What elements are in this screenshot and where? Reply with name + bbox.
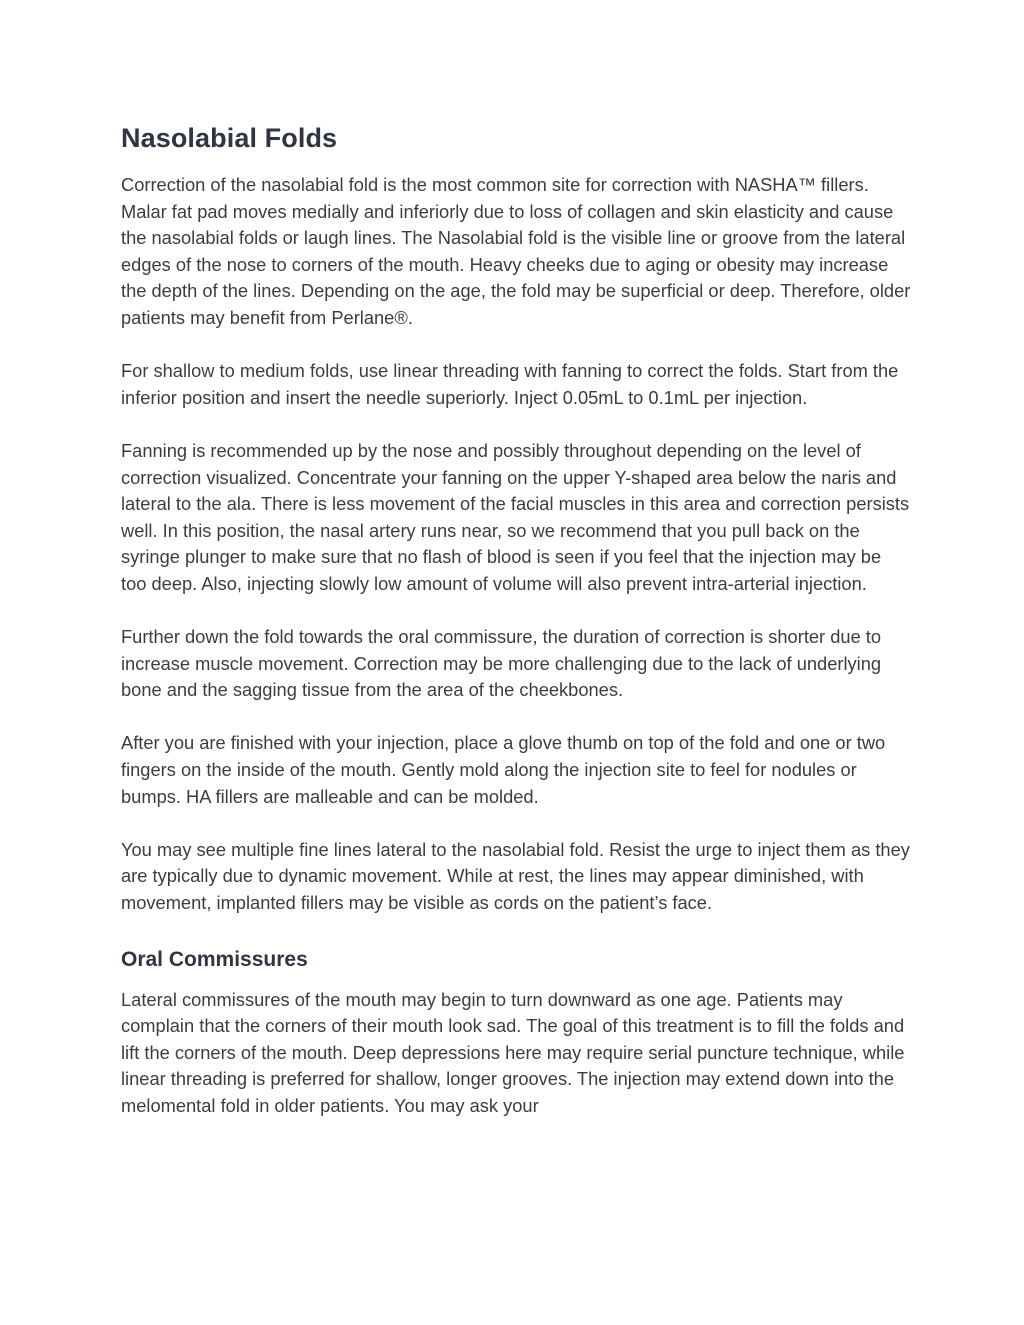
paragraph-molding: After you are finished with your injection, place a glove thumb on top of the fold and one or two fingers on the inside of the mouth. Gently mold along the injection site to feel for nodules or bumps. HA fillers are malleable and can be molded. [121, 732, 886, 807]
paragraph-fine-lines: You may see multiple fine lines lateral to the nasolabial fold. Resist the urge to inject them as they are typically due to dynamic movement. While at rest, the lines may appear diminished, with movement, implanted fillers may be visible as cords on the patient’s face. [121, 838, 910, 914]
section-heading-oral-commissures: Oral Commissures [121, 947, 308, 971]
paragraph-oral-commissures: Lateral commissures of the mouth may begin to turn downward as one age. Patients may complain that the corners of their mouth look sad. The goal of this treatment is to fill the folds and lift the corners of the mouth. Deep depressions here may require serial puncture technique, while linear threading is preferred for shallow, longer grooves. The injection may extend down into the melomental fold in older patients. You may ask your [121, 988, 905, 1116]
page-title: Nasolabial Folds [121, 123, 338, 153]
paragraph-oral-commissure-duration: Further down the fold towards the oral commissure, the duration of correction is shorter due to increase muscle movement. Correction may be more challenging due to the lack of underlying bone and the sagging tissue from the area of the cheekbones. [121, 626, 882, 701]
paragraph-intro: Correction of the nasolabial fold is the most common site for correction with NASHA™ fillers. Malar fat pad moves medially and inferiorly due to loss of collagen and skin elasticity and cause the nasolabial folds or laugh lines. The Nasolabial fold is the visible line or groove from the lateral edges of the nose to corners of the mouth. Heavy cheeks due to aging or obesity may increase the depth of the lines. Depending on the age, the fold may be superficial or deep. Therefore, older patients may benefit from Perlane®. [121, 174, 911, 328]
paragraph-fanning: Fanning is recommended up by the nose and possibly throughout depending on the level of correction visualized. Concentrate your fanning on the upper Y-shaped area below the naris and lateral to the ala. There is less movement of the facial muscles in this area and correction persists well. In this position, the nasal artery runs near, so we recommend that you pull back on the syringe plunger to make sure that no flash of blood is seen if you feel that the injection may be too deep. Also, injecting slowly low amount of volume will also prevent intra-arterial injection. [121, 439, 910, 594]
paragraph-shallow-folds: For shallow to medium folds, use linear threading with fanning to correct the folds. Start from the inferior position and insert the needle superiorly. Inject 0.05mL to 0.1mL per injection. [121, 360, 899, 408]
document-page [121, 118, 911, 1120]
